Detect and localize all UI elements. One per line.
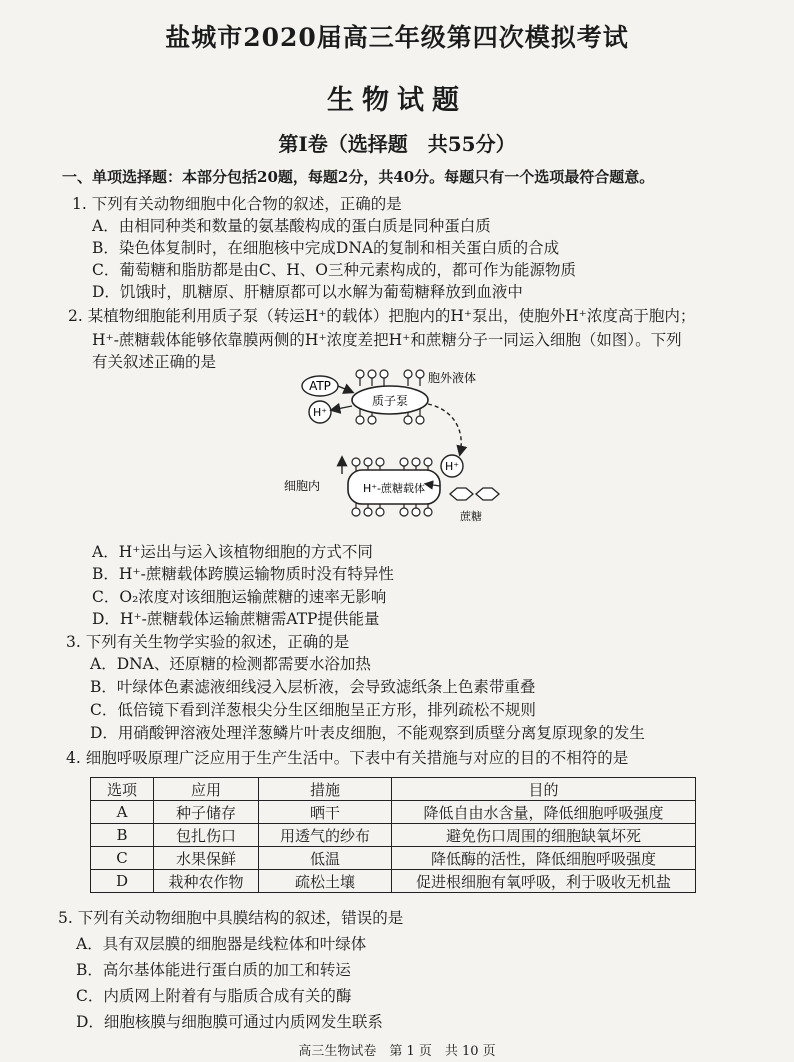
table-cell: 用透气的纱布 — [259, 824, 392, 847]
subject-title: 生物试题 — [327, 85, 467, 116]
table-row — [91, 824, 696, 847]
table-row — [91, 847, 696, 870]
table-cell: 水果保鲜 — [154, 847, 259, 870]
q3-stem: 3. 下列有关生物学实验的叙述，正确的是 — [66, 633, 350, 651]
table-header-row — [91, 778, 696, 801]
proton-pump-diagram — [280, 362, 520, 530]
q2-stem-line-1: 2. 某植物细胞能利用质子泵（转运H⁺的载体）把胞内的H⁺泵出，使胞外H⁺浓度高于胞内； — [68, 307, 696, 325]
q3-option-b: B．叶绿体色素滤液细线浸入层析液，会导致滤纸条上色素带重叠 — [90, 678, 536, 696]
outside-label: 胞外液体 — [428, 371, 477, 385]
table-cell: 晒干 — [259, 801, 392, 824]
q1-option-d: D．饥饿时，肌糖原、肝糖原都可以水解为葡萄糖释放到血液中 — [92, 283, 523, 301]
sucrose-label: 蔗糖 — [460, 510, 482, 523]
part-title: 第Ⅰ卷（选择题 共55分） — [278, 132, 516, 156]
table-cell: 包扎伤口 — [154, 824, 259, 847]
table-cell: 栽种农作物 — [154, 870, 259, 893]
q2-option-d: D．H⁺-蔗糖载体运输蔗糖需ATP提供能量 — [92, 610, 380, 628]
q2-stem-line-3: 有关叙述正确的是 — [92, 353, 217, 371]
diffusion-arrow — [428, 404, 461, 454]
page-footer: 高三生物试卷 第 1 页 共 10 页 — [298, 1044, 496, 1059]
inside-label: 细胞内 — [284, 479, 321, 493]
table-cell: 低温 — [259, 847, 392, 870]
q5-option-a: A．具有双层膜的细胞器是线粒体和叶绿体 — [76, 935, 367, 953]
q2-option-a: A．H⁺运出与运入该植物细胞的方式不同 — [92, 543, 373, 561]
atp-label: ATP — [309, 379, 331, 393]
q1-option-a: A．由相同种类和数量的氨基酸构成的蛋白质是同种蛋白质 — [92, 217, 491, 235]
section-heading: 一、单项选择题：本部分包括20题，每题2分，共40分。每题只有一个选项最符合题意。 — [62, 168, 655, 186]
table-header-cell: 选项 — [91, 778, 154, 801]
table-cell: C — [91, 847, 154, 870]
table-cell: B — [91, 824, 154, 847]
cotransporter-label: H⁺-蔗糖载体 — [362, 482, 426, 495]
proton-pump-label: 质子泵 — [371, 394, 409, 408]
table-cell: 促进根细胞有氧呼吸，利于吸收无机盐 — [392, 870, 696, 893]
q5-stem: 5. 下列有关动物细胞中具膜结构的叙述，错误的是 — [58, 909, 404, 927]
h-ion-inside-label: H⁺ — [444, 460, 460, 473]
exam-title: 盐城市2020届高三年级第四次模拟考试 — [165, 23, 629, 52]
q2-option-c: C．O₂浓度对该细胞运输蔗糖的速率无影响 — [92, 588, 387, 606]
q1-option-b: B．染色体复制时，在细胞核中完成DNA的复制和相关蛋白质的合成 — [92, 239, 560, 257]
table-header-cell: 目的 — [392, 778, 696, 801]
q2-option-b: B．H⁺-蔗糖载体跨膜运输物质时没有特异性 — [92, 565, 394, 583]
q3-option-d: D．用硝酸钾溶液处理洋葱鳞片叶表皮细胞，不能观察到质壁分离复原现象的发生 — [90, 724, 645, 742]
q5-option-c: C．内质网上附着有与脂质合成有关的酶 — [76, 987, 352, 1005]
q1-option-c: C．葡萄糖和脂肪都是由C、H、O三种元素构成的，都可作为能源物质 — [92, 261, 576, 279]
table-row — [91, 801, 696, 824]
h-ion-outside-label: H⁺ — [312, 406, 328, 419]
table-cell: 疏松土壤 — [259, 870, 392, 893]
q4-stem: 4. 细胞呼吸原理广泛应用于生产生活中。下表中有关措施与对应的目的不相符的是 — [66, 749, 629, 767]
table-cell: 降低酶的活性，降低细胞呼吸强度 — [392, 847, 696, 870]
q5-option-b: B．高尔基体能进行蛋白质的加工和转运 — [76, 961, 351, 979]
table-cell: 降低自由水含量，降低细胞呼吸强度 — [392, 801, 696, 824]
table-header-cell: 应用 — [154, 778, 259, 801]
table-cell: 避免伤口周围的细胞缺氧坏死 — [392, 824, 696, 847]
q3-option-c: C．低倍镜下看到洋葱根尖分生区细胞呈正方形，排列疏松不规则 — [90, 701, 536, 719]
table-cell: D — [91, 870, 154, 893]
table-cell: 种子储存 — [154, 801, 259, 824]
q5-option-d: D．细胞核膜与细胞膜可通过内质网发生联系 — [76, 1013, 383, 1031]
table-cell: A — [91, 801, 154, 824]
table-header-cell: 措施 — [259, 778, 392, 801]
q3-option-a: A．DNA、还原糖的检测都需要水浴加热 — [90, 655, 371, 673]
q1-stem: 1. 下列有关动物细胞中化合物的叙述，正确的是 — [72, 195, 402, 213]
sucrose-icon — [450, 488, 499, 500]
q4-table — [90, 777, 696, 893]
table-row — [91, 870, 696, 893]
q2-stem-line-2: H⁺-蔗糖载体能够依靠膜两侧的H⁺浓度差把H⁺和蔗糖分子一同运入细胞（如图）。下列 — [92, 331, 682, 349]
